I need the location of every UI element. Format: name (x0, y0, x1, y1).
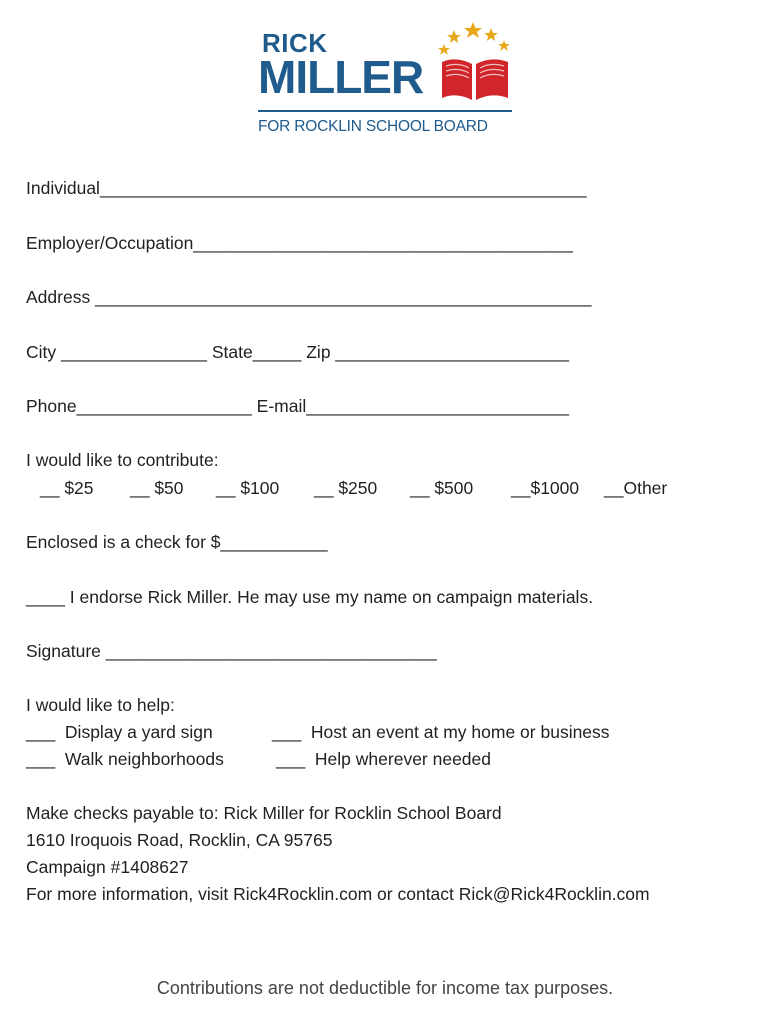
logo-divider (258, 110, 512, 112)
contribute-label: I would like to contribute: (26, 450, 219, 470)
amount-250[interactable]: __ $250 (314, 478, 378, 498)
campaign-logo (256, 22, 516, 140)
amount-50[interactable]: __ $50 (130, 478, 184, 498)
logo-subtitle: FOR ROCKLIN SCHOOL BOARD (258, 118, 488, 135)
stars-icon (438, 22, 510, 55)
employer-field[interactable]: Employer/Occupation_______________________________________ (26, 233, 573, 253)
book-stars-icon (436, 18, 516, 108)
help-wherever[interactable]: ___ Help wherever needed (276, 749, 492, 769)
endorse-field[interactable]: ____ I endorse Rick Miller. He may use my name on campaign materials. (26, 587, 594, 607)
signature-field[interactable]: Signature __________________________________ (26, 641, 437, 661)
individual-field[interactable]: Individual__________________________________________________ (26, 178, 587, 198)
city-state-zip-field[interactable]: City _______________ State_____ Zip ________________________ (26, 342, 569, 362)
phone-email-field[interactable]: Phone__________________ E-mail___________________________ (26, 396, 570, 416)
contact-info: For more information, visit Rick4Rocklin.com or contact Rick@Rick4Rocklin.com (26, 884, 650, 904)
amount-500[interactable]: __ $500 (410, 478, 474, 498)
help-yard-sign[interactable]: ___ Display a yard sign (26, 722, 213, 742)
tax-disclaimer: Contributions are not deductible for income tax purposes. (156, 978, 614, 998)
amount-25[interactable]: __ $25 (40, 478, 94, 498)
logo-first-name: RICK (262, 28, 328, 58)
amount-100[interactable]: __ $100 (216, 478, 280, 498)
payable-text: Make checks payable to: Rick Miller for Rocklin School Board (26, 803, 502, 823)
help-label: I would like to help: (26, 695, 175, 715)
mailing-address: 1610 Iroquois Road, Rocklin, CA 95765 (26, 830, 333, 850)
help-host-event[interactable]: ___ Host an event at my home or business (272, 722, 610, 742)
help-walk[interactable]: ___ Walk neighborhoods (26, 749, 224, 769)
open-book-icon (442, 59, 508, 100)
address-field[interactable]: Address ___________________________________________________ (26, 287, 592, 307)
logo-last-name: MILLER (258, 51, 424, 103)
amount-1000[interactable]: __$1000 (511, 478, 580, 498)
amount-other[interactable]: __Other (604, 478, 668, 498)
check-amount-field[interactable]: Enclosed is a check for $___________ (26, 532, 328, 552)
campaign-number: Campaign #1408627 (26, 857, 189, 877)
